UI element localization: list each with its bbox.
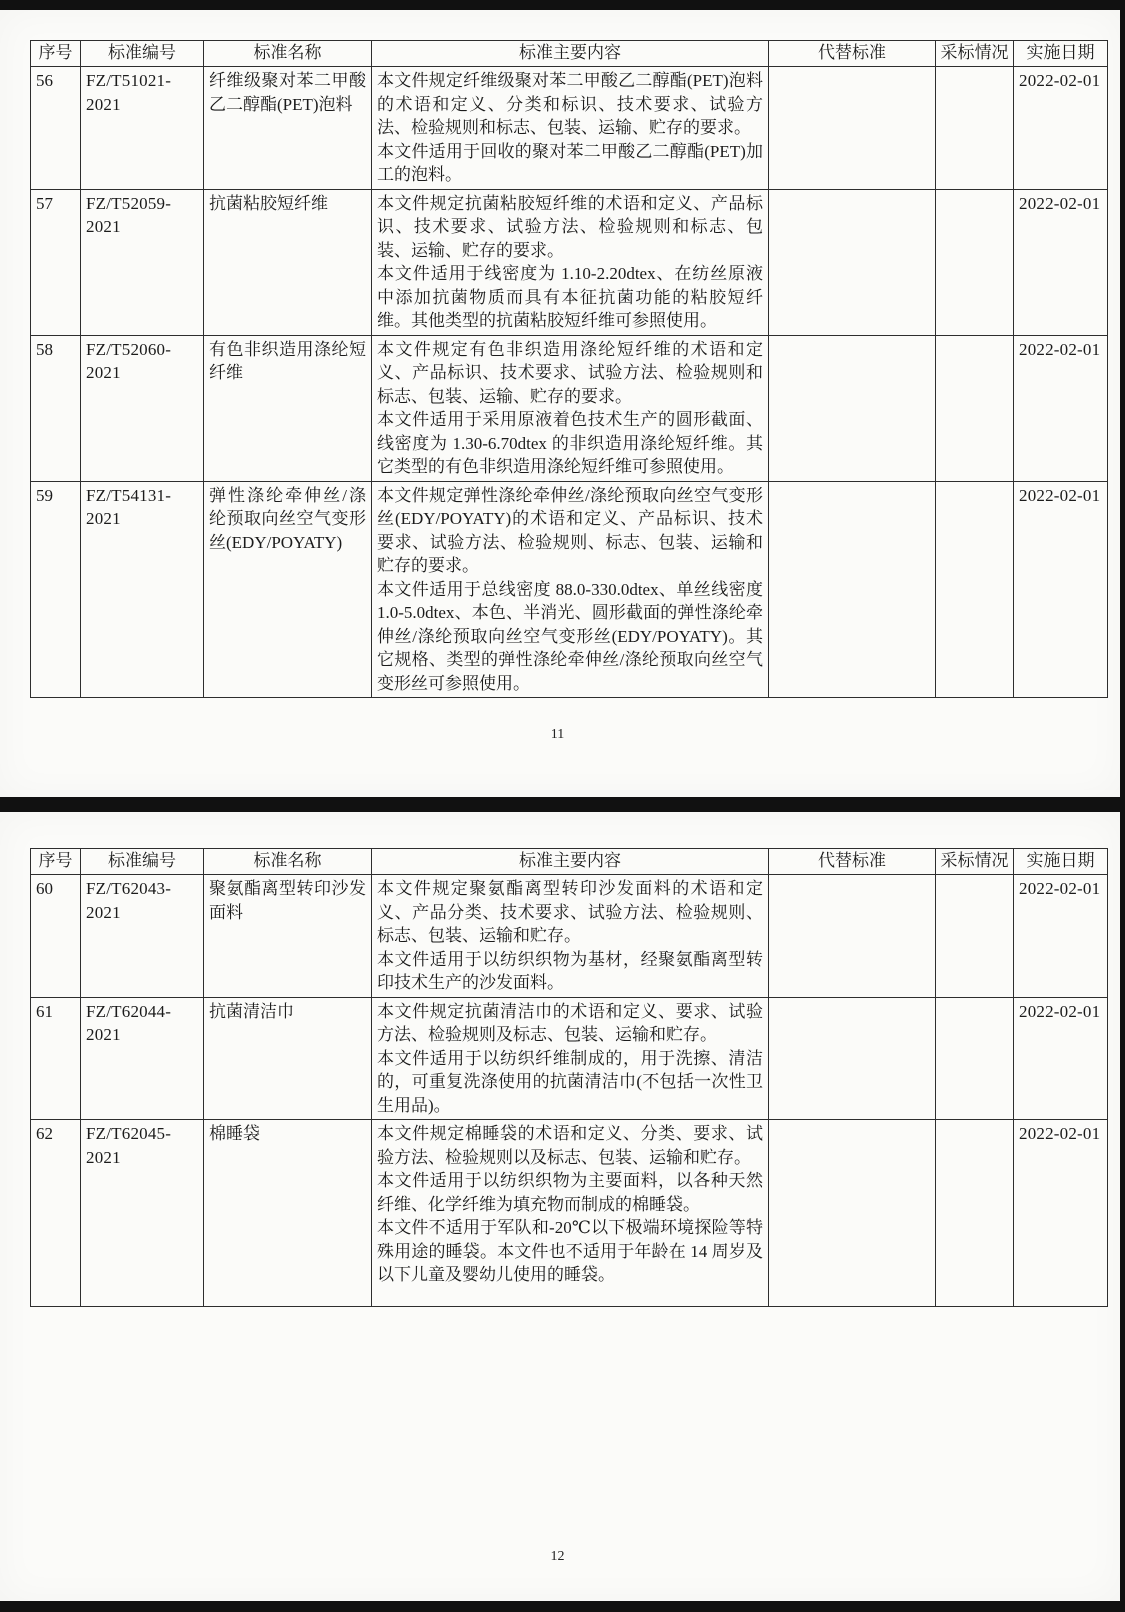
cell-replaced [769, 67, 936, 190]
cell-replaced [769, 875, 936, 998]
cell-adoption [936, 335, 1014, 481]
column-header: 标准名称 [204, 41, 372, 67]
column-header: 序号 [31, 849, 81, 875]
cell-date: 2022-02-01 [1014, 997, 1108, 1120]
table-row [31, 67, 1108, 190]
cell-replaced [769, 481, 936, 698]
content-paragraph: 本文件适用于以纺织纤维制成的，用于洗擦、清洁的，可重复洗涤使用的抗菌清洁巾(不包括一次性卫生用品)。 [377, 1048, 763, 1115]
document-page-11 [0, 10, 1120, 797]
cell-code: FZ/T62043-2021 [81, 875, 204, 998]
cell-content [372, 875, 769, 998]
cell-adoption [936, 67, 1014, 190]
cell-replaced [769, 1120, 936, 1307]
column-header: 标准名称 [204, 849, 372, 875]
document-page-12 [0, 812, 1120, 1601]
standards-table [30, 40, 1108, 698]
column-header: 序号 [31, 41, 81, 67]
cell-serial: 60 [31, 875, 81, 998]
cell-name: 有色非织造用涤纶短纤维 [204, 335, 372, 481]
content-paragraph: 本文件适用于线密度为 1.10-2.20dtex、在纺丝原液中添加抗菌物质而具有本征抗菌功能的粘胶短纤维。其他类型的抗菌粘胶短纤维可参照使用。 [377, 264, 763, 330]
cell-code: FZ/T62044-2021 [81, 997, 204, 1120]
content-paragraph: 本文件规定聚氨酯离型转印沙发面料的术语和定义、产品分类、技术要求、试验方法、检验规则、标志、包装、运输和贮存。 [377, 879, 763, 945]
content-paragraph: 本文件不适用于军队和-20℃以下极端环境探险等特殊用途的睡袋。本文件也不适用于年龄在 14 周岁及以下儿童及婴幼儿使用的睡袋。 [377, 1218, 763, 1284]
cell-code: FZ/T54131-2021 [81, 481, 204, 698]
column-header: 实施日期 [1014, 41, 1108, 67]
cell-serial: 57 [31, 189, 81, 335]
cell-adoption [936, 1120, 1014, 1307]
cell-date: 2022-02-01 [1014, 335, 1108, 481]
page-number: 11 [550, 727, 565, 742]
table-row [31, 189, 1108, 335]
column-header: 标准主要内容 [372, 41, 769, 67]
cell-serial: 58 [31, 335, 81, 481]
cell-adoption [936, 481, 1014, 698]
cell-serial: 56 [31, 67, 81, 190]
cell-content [372, 335, 769, 481]
column-header: 实施日期 [1014, 849, 1108, 875]
cell-replaced [769, 189, 936, 335]
cell-serial: 59 [31, 481, 81, 698]
column-header: 代替标准 [769, 41, 936, 67]
content-paragraph: 本文件适用于以纺织织物为主要面料，以各种天然纤维、化学纤维为填充物而制成的棉睡袋。 [377, 1171, 763, 1214]
cell-content [372, 67, 769, 190]
cell-name: 聚氨酯离型转印沙发面料 [204, 875, 372, 998]
header-row [31, 41, 1108, 67]
table-body [31, 67, 1108, 698]
cell-code: FZ/T51021-2021 [81, 67, 204, 190]
cell-content [372, 997, 769, 1120]
table-row [31, 875, 1108, 998]
cell-date: 2022-02-01 [1014, 481, 1108, 698]
cell-name: 弹性涤纶牵伸丝/涤纶预取向丝空气变形丝(EDY/POYATY) [204, 481, 372, 698]
cell-serial: 62 [31, 1120, 81, 1307]
table-row [31, 481, 1108, 698]
content-paragraph: 本文件规定有色非织造用涤纶短纤维的术语和定义、产品标识、技术要求、试验方法、检验规则和标志、包装、运输、贮存的要求。 [377, 339, 763, 406]
cell-code: FZ/T62045-2021 [81, 1120, 204, 1307]
cell-adoption [936, 997, 1014, 1120]
table-row [31, 997, 1108, 1120]
cell-content [372, 1120, 769, 1307]
table-row [31, 335, 1108, 481]
cell-adoption [936, 875, 1014, 998]
content-paragraph: 本文件适用于回收的聚对苯二甲酸乙二醇酯(PET)加工的泡料。 [377, 141, 763, 184]
cell-date: 2022-02-01 [1014, 1120, 1108, 1307]
column-header: 标准编号 [81, 849, 204, 875]
column-header: 代替标准 [769, 849, 936, 875]
cell-serial: 61 [31, 997, 81, 1120]
cell-replaced [769, 997, 936, 1120]
content-paragraph: 本文件规定抗菌清洁巾的术语和定义、要求、试验方法、检验规则及标志、包装、运输和贮存。 [377, 1001, 763, 1044]
cell-content [372, 481, 769, 698]
cell-code: FZ/T52059-2021 [81, 189, 204, 335]
cell-date: 2022-02-01 [1014, 67, 1108, 190]
cell-name: 棉睡袋 [204, 1120, 372, 1307]
cell-name: 纤维级聚对苯二甲酸乙二醇酯(PET)泡料 [204, 67, 372, 190]
cell-date: 2022-02-01 [1014, 189, 1108, 335]
content-paragraph: 本文件适用于以纺织织物为基材，经聚氨酯离型转印技术生产的沙发面料。 [377, 949, 763, 992]
header-row [31, 849, 1108, 875]
cell-adoption [936, 189, 1014, 335]
column-header: 采标情况 [936, 41, 1014, 67]
table-row [31, 1120, 1108, 1307]
content-paragraph: 本文件适用于采用原液着色技术生产的圆形截面、线密度为 1.30-6.70dtex 的非织造用涤纶短纤维。其它类型的有色非织造用涤纶短纤维可参照使用。 [377, 410, 763, 476]
column-header: 标准编号 [81, 41, 204, 67]
content-paragraph: 本文件规定弹性涤纶牵伸丝/涤纶预取向丝空气变形丝(EDY/POYATY)的术语和定义、产品标识、技术要求、试验方法、检验规则、标志、包装、运输和贮存的要求。 [377, 485, 763, 575]
page-number: 12 [550, 1549, 565, 1564]
cell-code: FZ/T52060-2021 [81, 335, 204, 481]
cell-name: 抗菌清洁巾 [204, 997, 372, 1120]
column-header: 采标情况 [936, 849, 1014, 875]
cell-name: 抗菌粘胶短纤维 [204, 189, 372, 335]
content-paragraph: 本文件规定纤维级聚对苯二甲酸乙二醇酯(PET)泡料的术语和定义、分类和标识、技术要求、试验方法、检验规则和标志、包装、运输、贮存的要求。 [377, 71, 763, 137]
cell-replaced [769, 335, 936, 481]
cell-date: 2022-02-01 [1014, 875, 1108, 998]
content-paragraph: 本文件适用于总线密度 88.0-330.0dtex、单丝线密度 1.0-5.0dtex、本色、半消光、圆形截面的弹性涤纶牵伸丝/涤纶预取向丝空气变形丝(EDY/POYATY)。其它规格、类型的弹性涤纶牵伸丝/涤纶预取向丝空气变形丝可参照使用。 [377, 579, 763, 693]
content-paragraph: 本文件规定棉睡袋的术语和定义、分类、要求、试验方法、检验规则以及标志、包装、运输和贮存。 [377, 1124, 763, 1167]
content-paragraph: 本文件规定抗菌粘胶短纤维的术语和定义、产品标识、技术要求、试验方法、检验规则和标志、包装、运输、贮存的要求。 [377, 193, 763, 260]
column-header: 标准主要内容 [372, 849, 769, 875]
cell-content [372, 189, 769, 335]
table-body [31, 875, 1108, 1307]
standards-table [30, 848, 1108, 1307]
